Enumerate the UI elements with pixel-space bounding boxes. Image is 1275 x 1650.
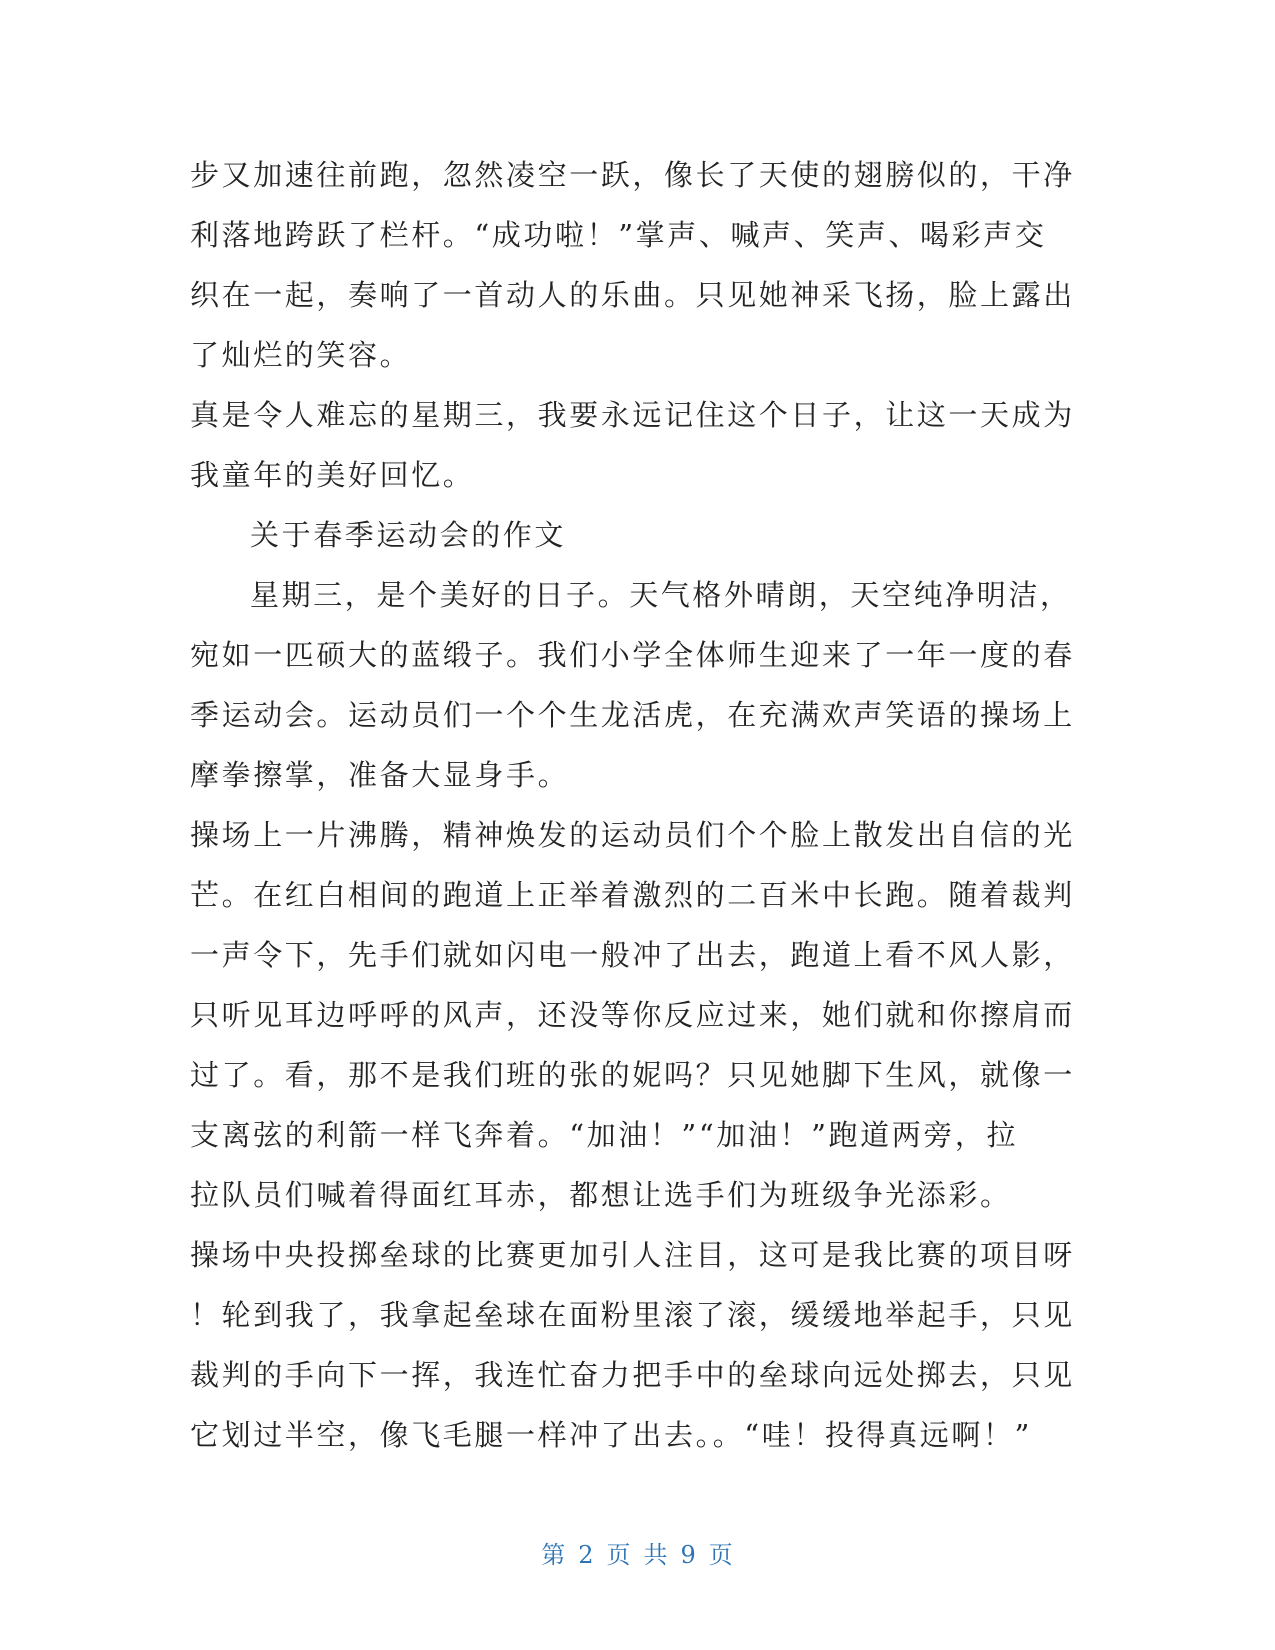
text-line: 支离弦的利箭一样飞奔着。“加油！”“加油！”跑道两旁，拉 — [190, 1118, 1019, 1152]
text-line: 真是令人难忘的星期三，我要永远记住这个日子，让这一天成为 — [190, 398, 1075, 432]
text-line: 摩拳擦掌，准备大显身手。 — [190, 758, 570, 792]
page-number-footer — [0, 1535, 1275, 1570]
text-line: 织在一起，奏响了一首动人的乐曲。只见她神采飞扬，脸上露出 — [190, 278, 1075, 312]
section-title: 关于春季运动会的作文 — [250, 518, 567, 552]
footer-page-word: 页 — [606, 1541, 632, 1569]
text-line: 操场上一片沸腾，精神焕发的运动员们个个脸上散发出自信的光 — [190, 818, 1075, 852]
footer-prefix: 第 — [541, 1541, 567, 1569]
text-line: 一声令下，先手们就如闪电一般冲了出去，跑道上看不风人影， — [190, 938, 1075, 972]
text-line: 我童年的美好回忆。 — [190, 458, 475, 492]
text-line: 拉队员们喊着得面红耳赤，都想让选手们为班级争光添彩。 — [190, 1178, 1012, 1212]
text-line: 裁判的手向下一挥，我连忙奋力把手中的垒球向远处掷去，只见 — [190, 1358, 1075, 1392]
text-line: 宛如一匹硕大的蓝缎子。我们小学全体师生迎来了一年一度的春 — [190, 638, 1075, 672]
text-line: 星期三，是个美好的日子。天气格外晴朗，天空纯净明洁， — [250, 578, 1072, 612]
text-line: 它划过半空，像飞毛腿一样冲了出去。。“哇！投得真远啊！” — [190, 1418, 1032, 1452]
text-line: 步又加速往前跑，忽然凌空一跃，像长了天使的翅膀似的，干净 — [190, 158, 1075, 192]
footer-suffix: 页 — [708, 1541, 734, 1569]
body-text — [190, 145, 1075, 1465]
text-line: 只听见耳边呼呼的风声，还没等你反应过来，她们就和你擦肩而 — [190, 998, 1075, 1032]
text-line: 季运动会。运动员们一个个生龙活虎，在充满欢声笑语的操场上 — [190, 698, 1075, 732]
text-line: 利落地跨跃了栏杆。“成功啦！”掌声、喊声、笑声、喝彩声交 — [190, 218, 1047, 252]
text-line: 操场中央投掷垒球的比赛更加引人注目，这可是我比赛的项目呀 — [190, 1238, 1075, 1272]
text-line: 芒。在红白相间的跑道上正举着激烈的二百米中长跑。随着裁判 — [190, 878, 1075, 912]
text-line: 过了。看，那不是我们班的张的妮吗？只见她脚下生风，就像一 — [190, 1058, 1075, 1092]
text-line: 了灿烂的笑容。 — [190, 338, 412, 372]
footer-current-page: 2 — [578, 1541, 595, 1569]
footer-total-pages: 9 — [680, 1541, 697, 1569]
footer-total-word: 共 — [643, 1541, 669, 1569]
text-line: ！轮到我了，我拿起垒球在面粉里滚了滚，缓缓地举起手，只见 — [190, 1298, 1075, 1332]
